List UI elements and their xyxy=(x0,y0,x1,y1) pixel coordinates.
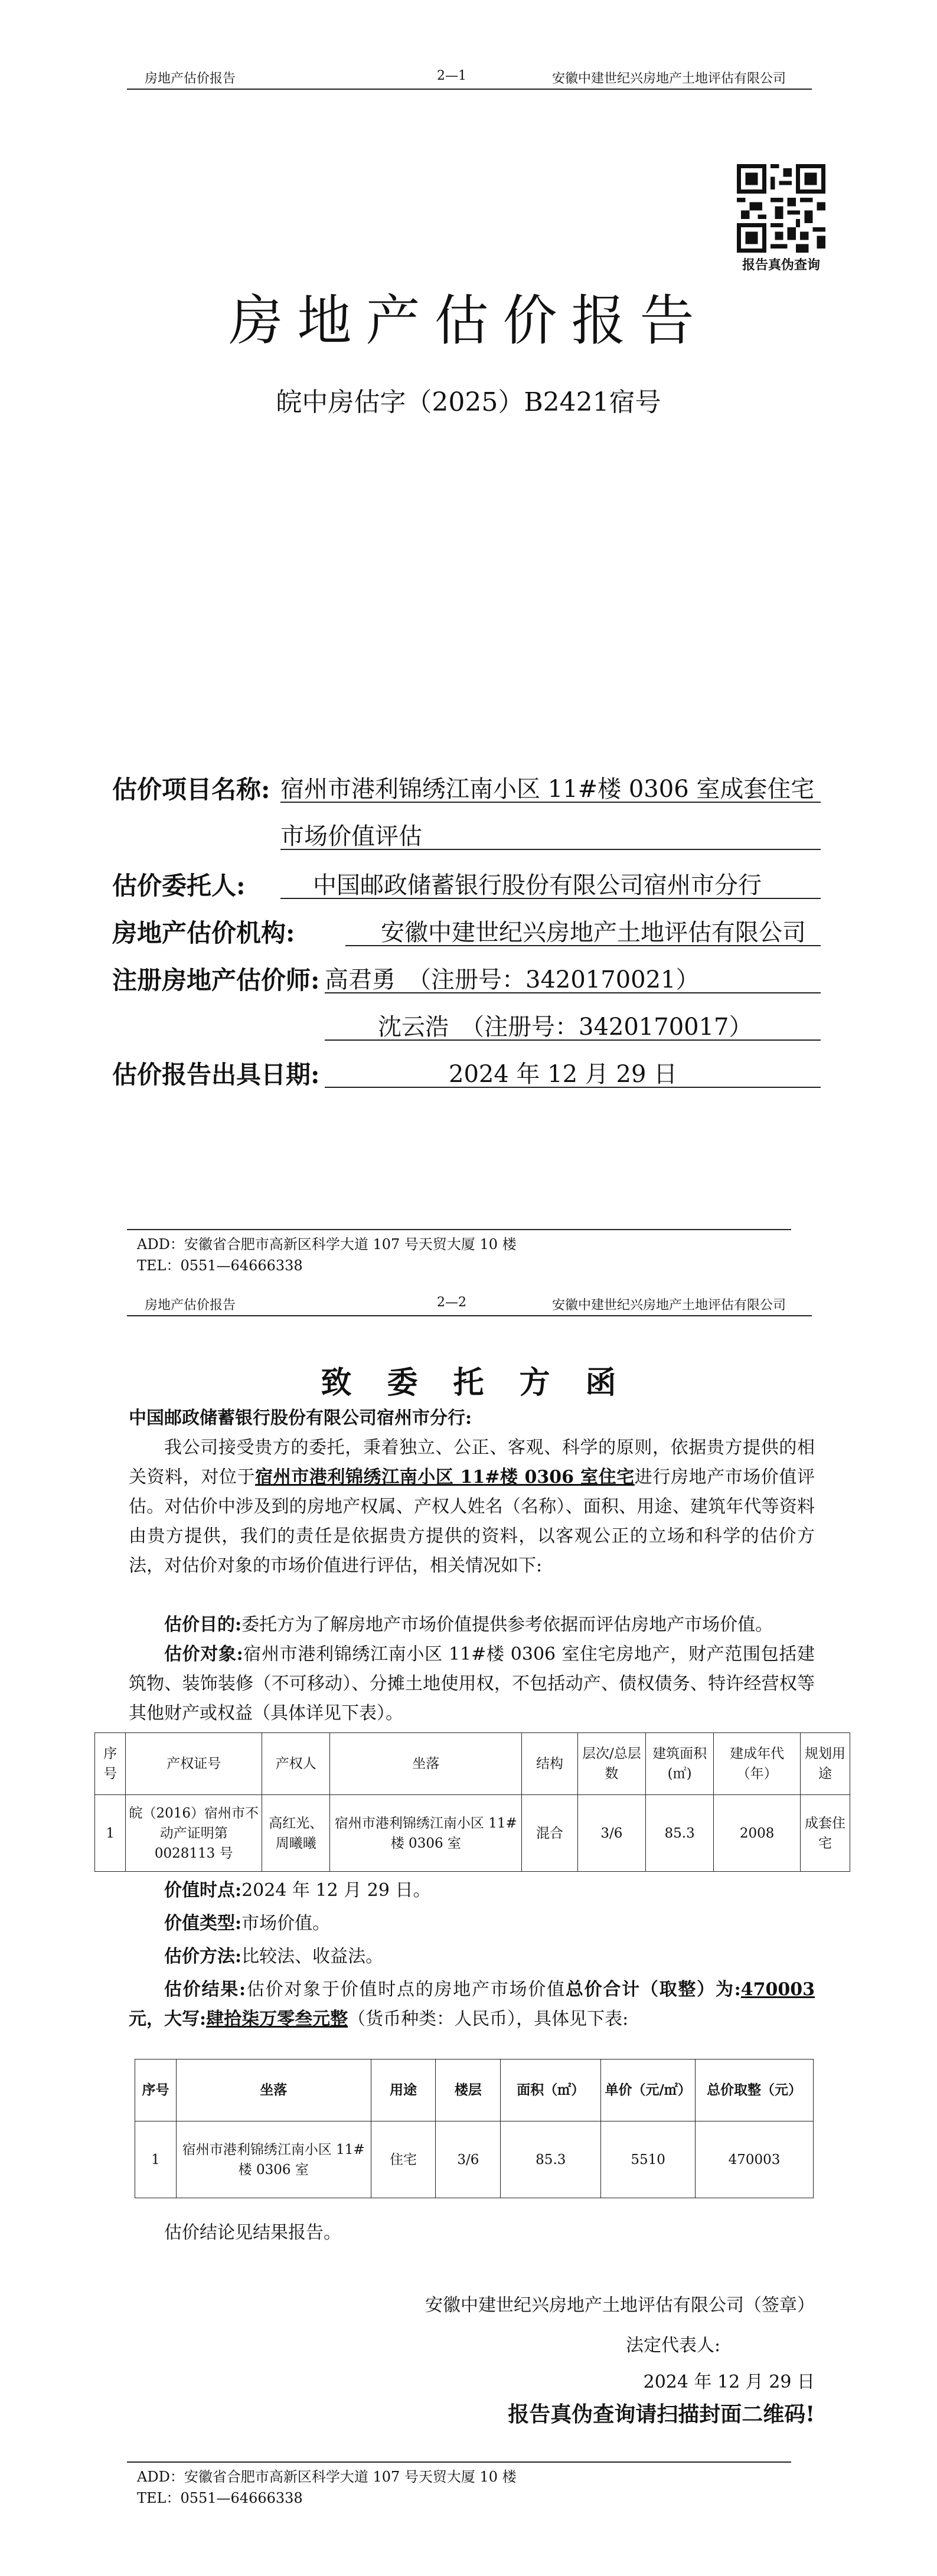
header-page-number: 2—2 xyxy=(437,1295,466,1310)
appraiser-underline-1 xyxy=(325,992,821,993)
agency-underline xyxy=(345,945,821,946)
table-header-row xyxy=(135,2060,814,2121)
table-cell: 470003 xyxy=(696,2121,814,2198)
table-cell: 宿州市港利锦绣江南小区 11#楼 0306 室 xyxy=(330,1795,522,1872)
table-cell: 成套住宅 xyxy=(801,1795,850,1872)
qr-code-icon[interactable] xyxy=(737,164,825,253)
table-cell: 5510 xyxy=(601,2121,696,2198)
page1-tel: TEL：0551—64666338 xyxy=(137,1257,303,1274)
project-underline-2 xyxy=(280,849,821,850)
qr-label: 报告真伪查询 xyxy=(742,257,820,273)
table-header-cell: 序号 xyxy=(95,1733,126,1795)
signature-representative: 法定代表人: xyxy=(626,2335,721,2356)
purpose-paragraph xyxy=(129,1610,815,1640)
table-row xyxy=(135,2121,814,2198)
appraiser-label: 注册房地产估价师: xyxy=(112,966,320,995)
header-left-text: 房地产估价报告 xyxy=(145,71,236,86)
method-label: 估价方法: xyxy=(164,1946,242,1967)
report-title: 房地产估价报告 xyxy=(228,289,709,352)
table-header-cell: 坐落 xyxy=(330,1733,522,1795)
table-cell: 住宅 xyxy=(371,2121,436,2198)
report-date-value: 2024 年 12 月 29 日 xyxy=(449,1061,678,1088)
method-value: 比较法、收益法。 xyxy=(241,1946,384,1967)
table-header-cell: 总价取整（元） xyxy=(696,2060,814,2121)
table-header-cell: 用途 xyxy=(371,2060,436,2121)
value-time-value: 2024 年 12 月 29 日。 xyxy=(241,1880,431,1901)
signature-date: 2024 年 12 月 29 日 xyxy=(643,2372,815,2392)
addressee: 中国邮政储蓄银行股份有限公司宿州市分行: xyxy=(129,1408,472,1428)
value-time xyxy=(129,1876,815,1905)
result-amount-words: 肆拾柒万零叁元整 xyxy=(206,2009,348,2029)
project-label: 估价项目名称: xyxy=(112,775,270,804)
header-page-number: 2—1 xyxy=(437,68,466,83)
header-left-text: 房地产估价报告 xyxy=(145,1298,236,1313)
table-header-cell: 单价（元/㎡） xyxy=(601,2060,696,2121)
valuation-result xyxy=(129,1975,815,2034)
table-header-cell: 产权证号 xyxy=(126,1733,262,1795)
value-time-label: 价值时点: xyxy=(164,1880,242,1901)
value-type-value: 市场价值。 xyxy=(241,1913,331,1934)
table-row xyxy=(95,1795,850,1872)
client-label: 估价委托人: xyxy=(112,871,246,900)
object-label: 估价对象: xyxy=(164,1644,243,1665)
result-label: 估价结果: xyxy=(164,1979,246,2000)
table-header-row xyxy=(95,1733,850,1795)
valuation-method xyxy=(129,1942,815,1972)
result-total-label: 总价合计（取整）为: xyxy=(565,1979,741,2000)
client-value: 中国邮政储蓄银行股份有限公司宿州市分行 xyxy=(313,872,762,899)
table-header-cell: 建筑面积(㎡) xyxy=(645,1733,713,1795)
page2-header xyxy=(127,1292,812,1316)
object-paragraph xyxy=(129,1640,815,1728)
client-underline xyxy=(280,898,821,899)
purpose-value: 委托方为了解房地产市场价值提供参考依据而评估房地产市场价值。 xyxy=(241,1614,773,1635)
table-cell: 3/6 xyxy=(436,2121,501,2198)
table-header-cell: 结构 xyxy=(522,1733,577,1795)
table-header-cell: 序号 xyxy=(135,2060,177,2121)
intro-property: 宿州市港利锦绣江南小区 11#楼 0306 室住宅 xyxy=(255,1467,635,1488)
purpose-label: 估价目的: xyxy=(164,1614,242,1635)
page1-header xyxy=(127,65,812,90)
project-value-line2: 市场价值评估 xyxy=(280,823,422,850)
result-words-label: 元，大写: xyxy=(129,2009,207,2029)
appraiser-1: 高君勇 （注册号：3420170021） xyxy=(325,966,700,993)
header-right-text: 安徽中建世纪兴房地产土地评估有限公司 xyxy=(552,1298,786,1313)
value-type-label: 价值类型: xyxy=(164,1913,242,1934)
project-underline-1 xyxy=(280,802,821,803)
result-amount: 470003 xyxy=(740,1979,815,2000)
result-currency-note: （货币种类：人民币），具体见下表: xyxy=(348,2009,629,2029)
verify-note: 报告真伪查询请扫描封面二维码! xyxy=(508,2402,815,2427)
table-cell: 3/6 xyxy=(577,1795,645,1872)
table-cell: 高红光、周曦曦 xyxy=(262,1795,330,1872)
page2-address: ADD：安徽省合肥市高新区科学大道 107 号天贸大厦 10 楼 xyxy=(137,2469,517,2485)
intro-text-2: 进行房地产市场价值评估。对估价中涉及到的房地产权属、产权人姓名（名称）、面积、用途、建筑年代等资料由贵方提供，我们的责任是依据贵方提供的资料，以客观公正的立场和科学的估价方法，对估价对象的市场价值进行评估，相关情况如下: xyxy=(129,1467,815,1576)
value-type xyxy=(129,1909,815,1938)
table-header-cell: 规划用途 xyxy=(801,1733,850,1795)
table-cell: 85.3 xyxy=(645,1795,713,1872)
project-value-line1: 宿州市港利锦绣江南小区 11#楼 0306 室成套住宅 xyxy=(280,776,815,803)
table-header-cell: 面积（㎡） xyxy=(501,2060,601,2121)
object-value: 宿州市港利锦绣江南小区 11#楼 0306 室住宅房地产，财产范围包括建筑物、装饰装修（不可移动）、分摊土地使用权，不包括动产、债权债务、特许经营权等其他财产或权益（具体详见下表）。 xyxy=(129,1644,815,1724)
report-date-label: 估价报告出具日期: xyxy=(112,1060,320,1089)
table-cell: 1 xyxy=(95,1795,126,1872)
document-number: 皖中房估字（2025）B2421宿号 xyxy=(276,387,661,417)
result-table xyxy=(135,2059,814,2198)
table-cell: 85.3 xyxy=(501,2121,601,2198)
agency-value: 安徽中建世纪兴房地产土地评估有限公司 xyxy=(381,919,806,946)
table-cell: 混合 xyxy=(522,1795,577,1872)
appraiser-2: 沈云浩 （注册号：3420170017） xyxy=(378,1014,753,1041)
property-table xyxy=(94,1732,850,1872)
page1-footer-rule xyxy=(127,1229,791,1230)
table-cell: 宿州市港利锦绣江南小区 11#楼 0306 室 xyxy=(176,2121,371,2198)
table-header-cell: 楼层 xyxy=(436,2060,501,2121)
table-cell: 2008 xyxy=(714,1795,801,1872)
table-header-cell: 建成年代（年） xyxy=(714,1733,801,1795)
table-header-cell: 产权人 xyxy=(262,1733,330,1795)
header-right-text: 安徽中建世纪兴房地产土地评估有限公司 xyxy=(552,71,786,86)
page1-address: ADD：安徽省合肥市高新区科学大道 107 号天贸大厦 10 楼 xyxy=(137,1236,517,1253)
table-header-cell: 层次/总层数 xyxy=(577,1733,645,1795)
date-underline xyxy=(325,1087,821,1088)
agency-label: 房地产估价机构: xyxy=(112,918,295,947)
intro-paragraph xyxy=(129,1433,815,1581)
appraiser-underline-2 xyxy=(325,1039,821,1041)
table-cell: 皖（2016）宿州市不动产证明第 0028113 号 xyxy=(126,1795,262,1872)
table-header-cell: 坐落 xyxy=(176,2060,371,2121)
page2-tel: TEL：0551—64666338 xyxy=(137,2490,303,2506)
table-cell: 1 xyxy=(135,2121,177,2198)
intro-text-1: 我公司接受贵方的委托，秉着独立、公正、客观、科学的原则，依据贵方提供的相关资料，对位于 xyxy=(129,1437,815,1488)
conclusion-note: 估价结论见结果报告。 xyxy=(164,2222,341,2243)
page2-footer-rule xyxy=(127,2461,791,2463)
result-text: 估价对象于价值时点的房地产市场价值 xyxy=(246,1979,566,2000)
signature-company: 安徽中建世纪兴房地产土地评估有限公司（签章） xyxy=(425,2295,815,2316)
letter-title: 致委托方函 xyxy=(321,1365,652,1401)
